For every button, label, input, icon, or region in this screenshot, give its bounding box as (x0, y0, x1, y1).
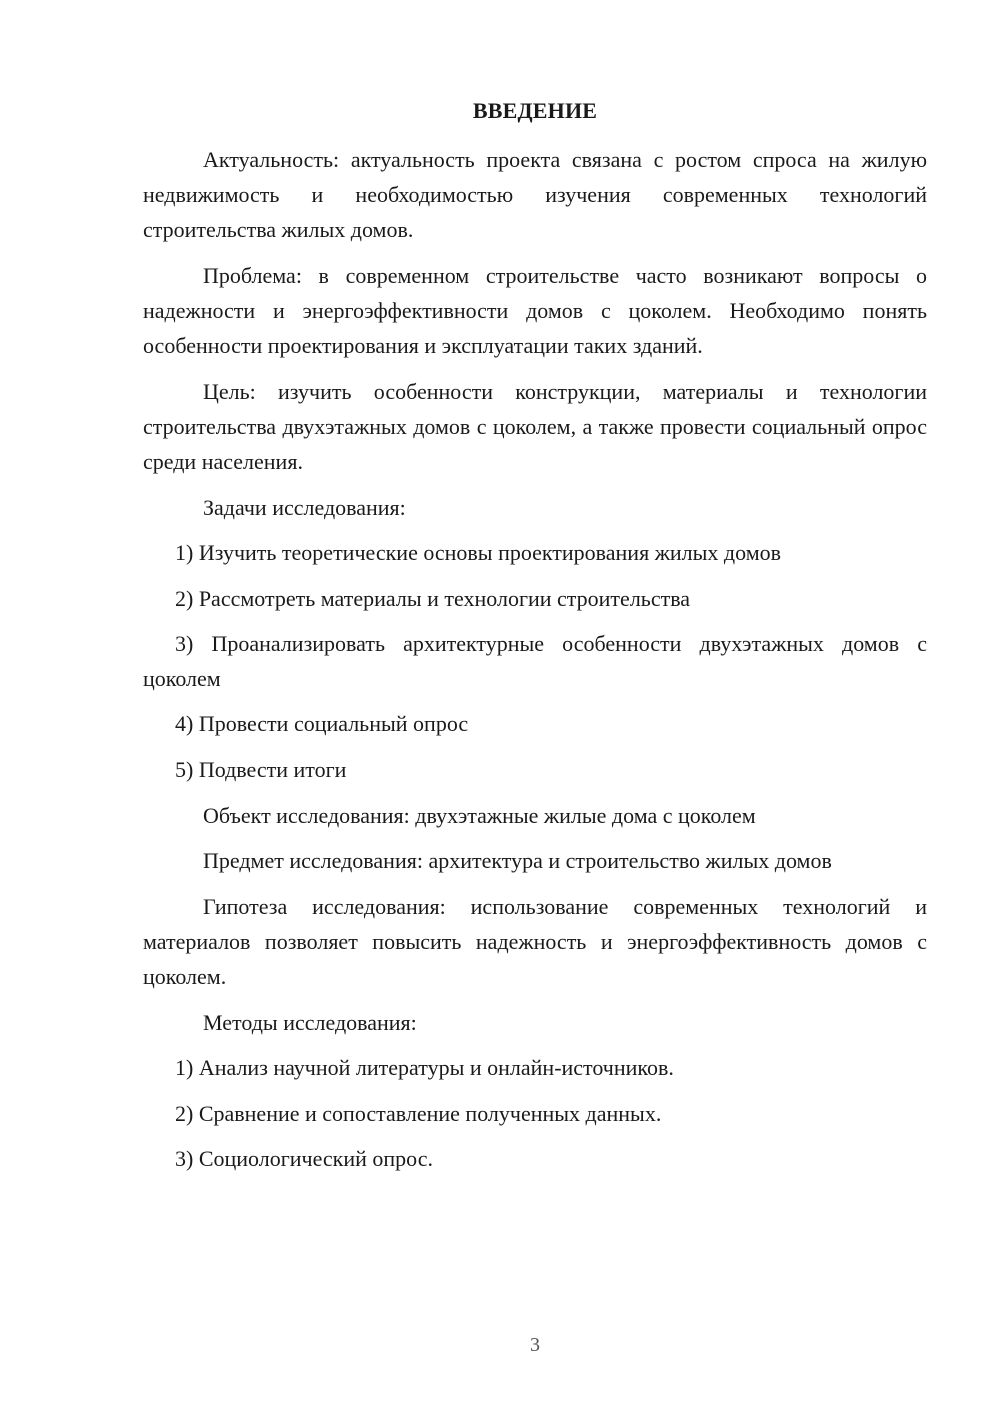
task-item-5: 5) Подвести итоги (175, 757, 347, 782)
paragraph-problem: Проблема: в современном строительстве часто возникают вопросы о надежности и энергоэффективности домов с цоколем. Необходимо понять особенности проектирования и эксплуатации таких зданий. (143, 263, 927, 358)
method-item-1: 1) Анализ научной литературы и онлайн-источников. (175, 1055, 674, 1080)
paragraph-goal: Цель: изучить особенности конструкции, материалы и технологии строительства двухэтажных домов с цоколем, а также провести социальный опрос среди населения. (143, 379, 927, 474)
methods-label: Методы исследования: (203, 1010, 417, 1035)
method-item-2: 2) Сравнение и сопоставление полученных данных. (175, 1101, 662, 1126)
task-item-2: 2) Рассмотреть материалы и технологии строительства (175, 586, 691, 611)
paragraph-hypothesis: Гипотеза исследования: использование современных технологий и материалов позволяет повысить надежность и энергоэффективность домов с цоколем. (143, 894, 927, 989)
tasks-label: Задачи исследования: (203, 495, 406, 520)
page-number: 3 (530, 1334, 540, 1356)
page-title: ВВЕДЕНИЕ (472, 98, 598, 123)
method-item-3: 3) Социологический опрос. (175, 1146, 433, 1171)
task-item-3: 3) Проанализировать архитектурные особенности двухэтажных домов с цоколем (143, 631, 927, 691)
task-item-1: 1) Изучить теоретические основы проектирования жилых домов (175, 540, 782, 565)
task-item-4: 4) Провести социальный опрос (175, 711, 469, 736)
paragraph-object: Объект исследования: двухэтажные жилые дома с цоколем (203, 803, 756, 828)
paragraph-relevance: Актуальность: актуальность проекта связана с ростом спроса на жилую недвижимость и необходимостью изучения современных технологий строительства жилых домов. (143, 147, 927, 242)
paragraph-subject: Предмет исследования: архитектура и строительство жилых домов (203, 848, 832, 873)
